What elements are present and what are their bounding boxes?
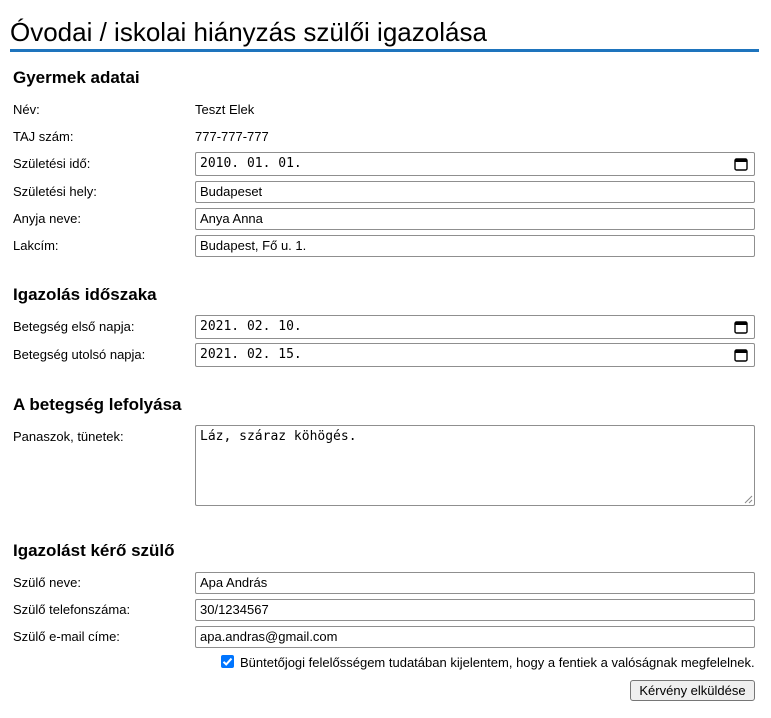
- last-day-value: 2021. 02. 15.: [200, 347, 302, 362]
- section-heading-child: Gyermek adatai: [13, 68, 140, 87]
- section-heading-illness: A betegség lefolyása: [13, 395, 182, 414]
- page-title: Óvodai / iskolai hiányzás szülői igazolása: [10, 17, 487, 47]
- birth-place-field[interactable]: Budapeset: [195, 181, 755, 203]
- mother-name-field[interactable]: Anya Anna: [195, 208, 755, 230]
- last-day-input[interactable]: [195, 343, 755, 367]
- first-day-label: Betegség első napja:: [13, 319, 135, 334]
- first-day-input[interactable]: [195, 315, 755, 339]
- address-label: Lakcím:: [13, 238, 59, 253]
- calendar-icon[interactable]: [734, 320, 748, 334]
- symptoms-label: Panaszok, tünetek:: [13, 429, 124, 444]
- first-day-value: 2021. 02. 10.: [200, 319, 302, 334]
- parent-name-label: Szülő neve:: [13, 575, 81, 590]
- calendar-icon[interactable]: [734, 348, 748, 362]
- parent-phone-label: Szülő telefonszáma:: [13, 602, 131, 617]
- symptoms-textarea[interactable]: [195, 425, 755, 506]
- title-underline: [10, 49, 759, 52]
- submit-button[interactable]: Kérvény elküldése: [630, 680, 755, 701]
- section-heading-parent: Igazolást kérő szülő: [13, 541, 175, 560]
- child-name-value: Teszt Elek: [195, 102, 255, 117]
- resize-grip-icon[interactable]: [744, 495, 753, 504]
- last-day-label: Betegség utolsó napja:: [13, 347, 146, 362]
- calendar-icon[interactable]: [734, 157, 748, 171]
- declaration-label[interactable]: Büntetőjogi felelősségem tudatában kijelentem, hogy a fentiek a valóságnak megfelelnek.: [240, 655, 755, 670]
- child-name-label: Név:: [13, 102, 40, 117]
- taj-value: 777-777-777: [195, 129, 269, 144]
- declaration-checkbox[interactable]: [221, 655, 234, 668]
- parent-email-field[interactable]: apa.andras@gmail.com: [195, 626, 755, 648]
- checkmark-icon: [221, 655, 234, 668]
- birth-place-label: Születési hely:: [13, 184, 97, 199]
- parent-email-label: Szülő e-mail címe:: [13, 629, 120, 644]
- address-field[interactable]: Budapest, Fő u. 1.: [195, 235, 755, 257]
- birth-date-label: Születési idő:: [13, 156, 91, 171]
- taj-label: TAJ szám:: [13, 129, 74, 144]
- section-heading-period: Igazolás időszaka: [13, 285, 157, 304]
- parent-name-field[interactable]: Apa András: [195, 572, 755, 594]
- parent-phone-field[interactable]: 30/1234567: [195, 599, 755, 621]
- birth-date-value: 2010. 01. 01.: [200, 156, 302, 171]
- birth-date-input[interactable]: [195, 152, 755, 176]
- mother-name-label: Anyja neve:: [13, 211, 81, 226]
